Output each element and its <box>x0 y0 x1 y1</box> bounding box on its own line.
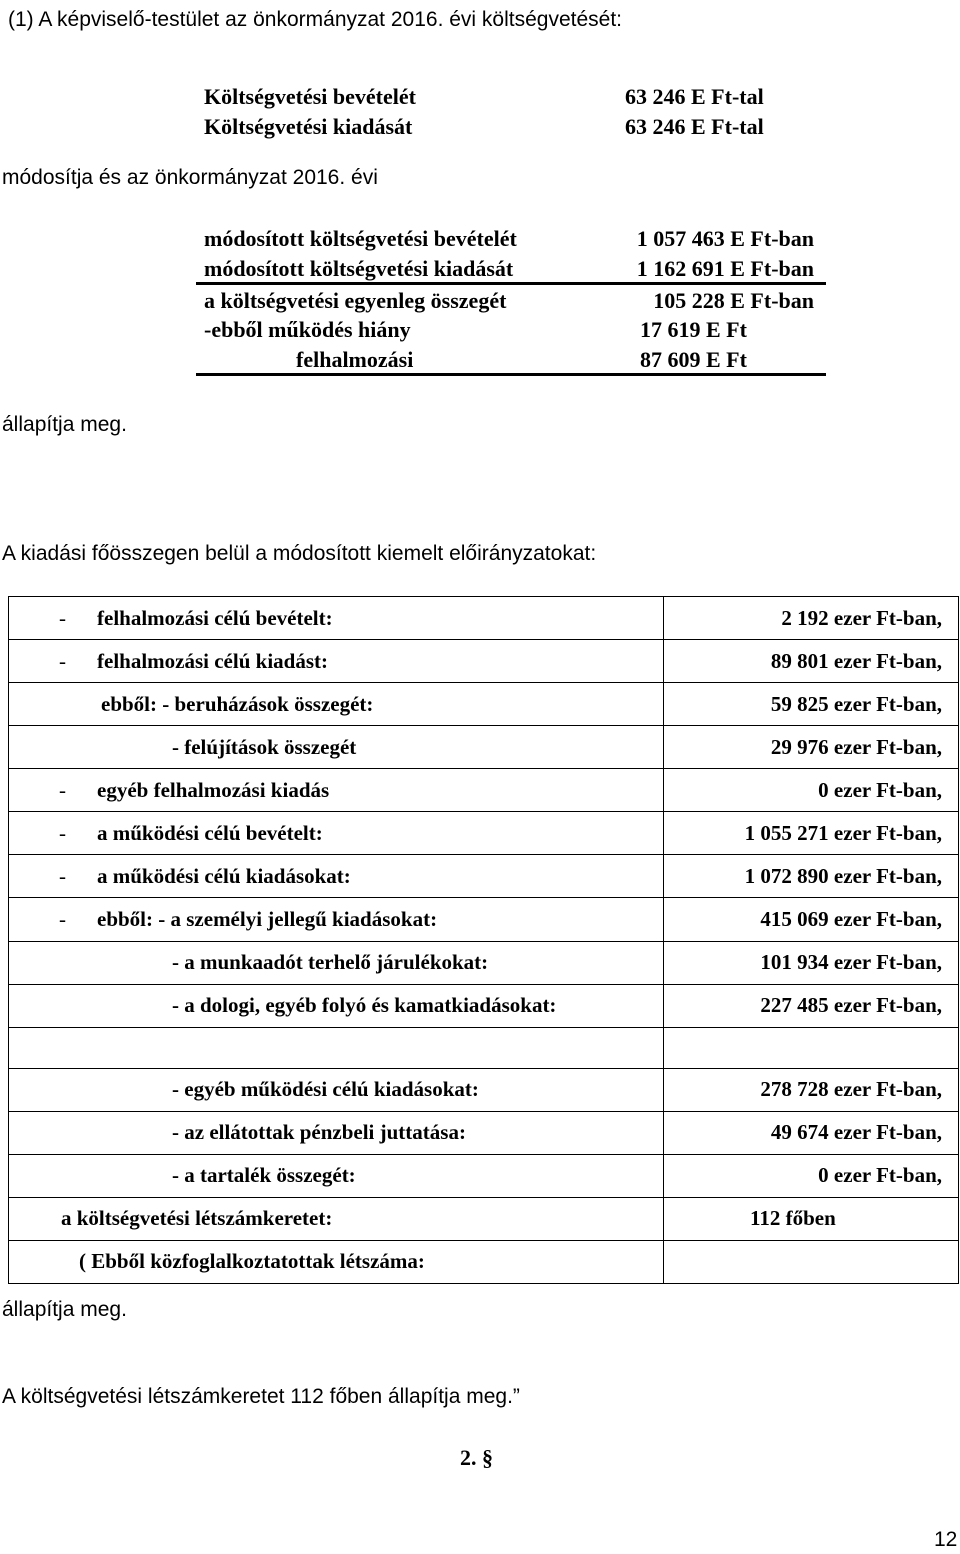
table-row <box>9 1240 959 1283</box>
row-label: - egyéb működési célú kiadásokat: <box>9 1068 664 1111</box>
row-value: 2 192 ezer Ft-ban, <box>664 597 959 640</box>
row-value: 59 825 ezer Ft-ban, <box>664 683 959 726</box>
row-label: - az ellátottak pénzbeli juttatása: <box>9 1111 664 1154</box>
appropriations-table <box>8 596 959 1284</box>
row-label: ebből: - beruházások összegét: <box>9 683 664 726</box>
table-row <box>9 1154 959 1197</box>
table-row <box>9 898 959 941</box>
row-value: 29 976 ezer Ft-ban, <box>664 726 959 769</box>
dash: - <box>59 605 66 630</box>
budget-revenue-label: Költségvetési bevételét <box>204 84 416 109</box>
row-label: felhalmozási célú kiadást: <box>97 648 328 673</box>
modifies-text: módosítja és az önkormányzat 2016. évi <box>2 166 378 189</box>
modified-expense-value: 1 162 691 E Ft-ban <box>636 256 814 281</box>
empty-cell <box>9 1027 664 1068</box>
row-value: 0 ezer Ft-ban, <box>664 1154 959 1197</box>
modified-expense-label: módosított költségvetési kiadását <box>204 256 514 281</box>
row-value: 89 801 ezer Ft-ban, <box>664 640 959 683</box>
budget-expense-value: 63 246 E Ft-tal <box>625 114 764 139</box>
table-row-empty <box>9 1027 959 1068</box>
table-row <box>9 769 959 812</box>
row-label: felhalmozási célú bevételt: <box>97 605 333 630</box>
row-value: 278 728 ezer Ft-ban, <box>664 1068 959 1111</box>
row-label: egyéb felhalmozási kiadás <box>97 777 330 802</box>
row-value: 1 072 890 ezer Ft-ban, <box>664 855 959 898</box>
modified-revenue-label: módosított költségvetési bevételét <box>204 226 517 251</box>
row-label-cell <box>9 769 664 812</box>
dash: - <box>59 777 66 802</box>
dash: - <box>59 820 66 845</box>
table-row <box>9 683 959 726</box>
table-row <box>9 855 959 898</box>
operating-deficit-label: -ebből működés hiány <box>204 317 411 342</box>
row-value: 112 főben <box>664 1197 959 1240</box>
row-label-cell <box>9 812 664 855</box>
table-row <box>9 597 959 640</box>
row-label: - felújítások összegét <box>9 726 664 769</box>
intro-text: (1) A képviselő-testület az önkormányzat 2016. évi költségvetését: <box>8 8 622 31</box>
row-label: - a tartalék összegét: <box>9 1154 664 1197</box>
row-label: ( Ebből közfoglalkoztatottak létszáma: <box>9 1240 664 1283</box>
dash: - <box>59 906 66 931</box>
closing-text: A költségvetési létszámkeretet 112 főben állapítja meg.” <box>2 1385 520 1408</box>
establishes-text: állapítja meg. <box>2 413 127 436</box>
table-row <box>9 726 959 769</box>
table-row <box>9 1068 959 1111</box>
row-value <box>664 1240 959 1283</box>
empty-cell <box>664 1027 959 1068</box>
row-value: 49 674 ezer Ft-ban, <box>664 1111 959 1154</box>
table-row <box>9 1197 959 1240</box>
balance-label: a költségvetési egyenleg összegét <box>204 288 507 313</box>
section-title: A kiadási főösszegen belül a módosított kiemelt előirányzatokat: <box>2 542 597 565</box>
row-label-cell <box>9 640 664 683</box>
divider-line <box>196 282 826 285</box>
budget-expense-label: Költségvetési kiadását <box>204 114 413 139</box>
row-value: 1 055 271 ezer Ft-ban, <box>664 812 959 855</box>
accumulation-value: 87 609 E Ft <box>640 347 747 372</box>
row-value: 227 485 ezer Ft-ban, <box>664 984 959 1027</box>
accumulation-label: felhalmozási <box>296 347 414 372</box>
row-label-cell <box>9 855 664 898</box>
divider-line <box>196 373 826 376</box>
dash: - <box>59 648 66 673</box>
row-value: 101 934 ezer Ft-ban, <box>664 941 959 984</box>
row-label-cell <box>9 597 664 640</box>
section-mark: 2. § <box>460 1445 493 1470</box>
operating-deficit-value: 17 619 E Ft <box>640 317 747 342</box>
row-label-cell <box>9 898 664 941</box>
table-row <box>9 640 959 683</box>
row-label: a működési célú bevételt: <box>97 820 323 845</box>
table-row <box>9 1111 959 1154</box>
budget-revenue-value: 63 246 E Ft-tal <box>625 84 764 109</box>
establishes-text: állapítja meg. <box>2 1298 127 1321</box>
row-value: 0 ezer Ft-ban, <box>664 769 959 812</box>
modified-revenue-value: 1 057 463 E Ft-ban <box>636 226 814 251</box>
row-label: a működési célú kiadásokat: <box>97 863 351 888</box>
row-label: ebből: - a személyi jellegű kiadásokat: <box>97 906 438 931</box>
table-row <box>9 984 959 1027</box>
row-value: 415 069 ezer Ft-ban, <box>664 898 959 941</box>
table-row <box>9 812 959 855</box>
row-label: - a dologi, egyéb folyó és kamatkiadásokat: <box>9 984 664 1027</box>
page-number: 12 <box>934 1528 958 1551</box>
row-label: - a munkaadót terhelő járulékokat: <box>9 941 664 984</box>
row-label: a költségvetési létszámkeretet: <box>9 1197 664 1240</box>
dash: - <box>59 863 66 888</box>
table-row <box>9 941 959 984</box>
balance-value: 105 228 E Ft-ban <box>653 288 814 313</box>
